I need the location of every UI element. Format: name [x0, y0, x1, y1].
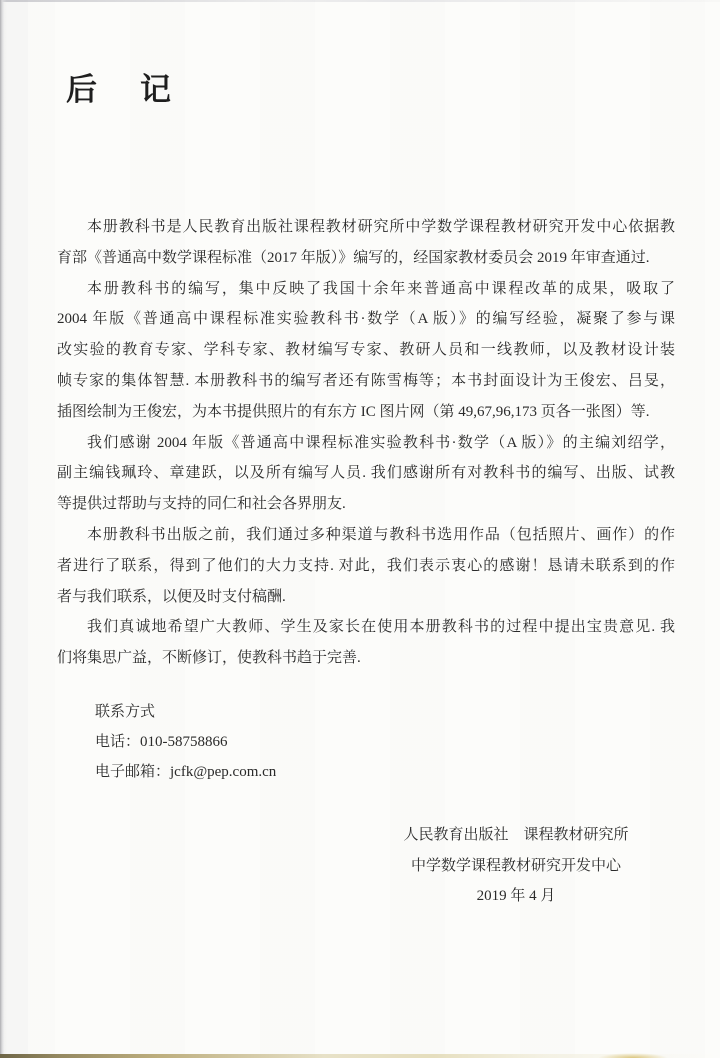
paragraph-line: 者与我们联系，以便及时支付稿酬. [57, 588, 286, 605]
paragraph-line: 本册教科书出版之前，我们通过多种渠道与教科书选用作品（包括照片、画作）的作 [87, 526, 675, 543]
paragraph-line: 本册教科书的编写，集中反映了我国十余年来普通高中课程改革的成果，吸取了 [87, 280, 675, 297]
contact-block [95, 697, 276, 787]
page-title: 后 记 [66, 72, 177, 107]
paragraph-line: 育部《普通高中数学课程标准（2017 年版）》编写的，经国家教材委员会 2019 年审查通过. [57, 249, 650, 266]
paragraph-line: 本册教科书是人民教育出版社课程教材研究所中学数学课程教材研究开发中心依据教 [87, 219, 675, 235]
paragraph-line: 我们真诚地希望广大教师、学生及家长在使用本册教科书的过程中提出宝贵意见. 我 [87, 619, 675, 636]
paragraph-line: 副主编钱珮玲、章建跃，以及所有编写人员. 我们感谢所有对教科书的编写、出版、试教 [57, 465, 675, 482]
afterword-body [57, 212, 675, 674]
signature-block [378, 820, 654, 912]
contact-phone: 电话：010-58758866 [95, 734, 228, 750]
signature-center: 中学数学课程教材研究开发中心 [410, 857, 621, 874]
paragraph-line: 改实验的教育专家、学科专家、教材编写专家、教研人员和一线教师，以及教材设计装 [57, 342, 675, 359]
paragraph-line: 帧专家的集体智慧. 本册教科书的编写者还有陈雪梅等；本书封面设计为王俊宏、吕旻， [57, 372, 675, 389]
contact-email: 电子邮箱：jcfk@pep.com.cn [95, 764, 277, 780]
signature-publisher: 人民教育出版社 课程教材研究所 [403, 827, 629, 843]
paragraph-line: 插图绘制为王俊宏，为本书提供照片的有东方 IC 图片网（第 49,67,96,173 页各一张图）等. [57, 403, 650, 420]
paragraph-line: 者进行了联系，得到了他们的大力支持. 对此，我们表示衷心的感谢！恳请未联系到的作 [57, 557, 675, 574]
contact-heading: 联系方式 [95, 704, 156, 720]
paragraph-line: 我们感谢 2004 年版《普通高中课程标准实验教科书·数学（A 版）》的主编刘绍学， [87, 434, 675, 451]
signature-date: 2019 年 4 月 [476, 888, 556, 905]
scan-edge-top [0, 0, 720, 2]
scan-edge-glint [598, 1053, 668, 1058]
scan-edge-left [0, 0, 7, 1058]
paragraph-line: 们将集思广益，不断修订，使教科书趋于完善. [57, 650, 361, 667]
paragraph-line: 2004 年版《普通高中课程标准实验教科书·数学（A 版）》的编写经验，凝聚了参与课 [57, 311, 675, 328]
paragraph-line: 等提供过帮助与支持的同仁和社会各界朋友. [57, 496, 346, 513]
